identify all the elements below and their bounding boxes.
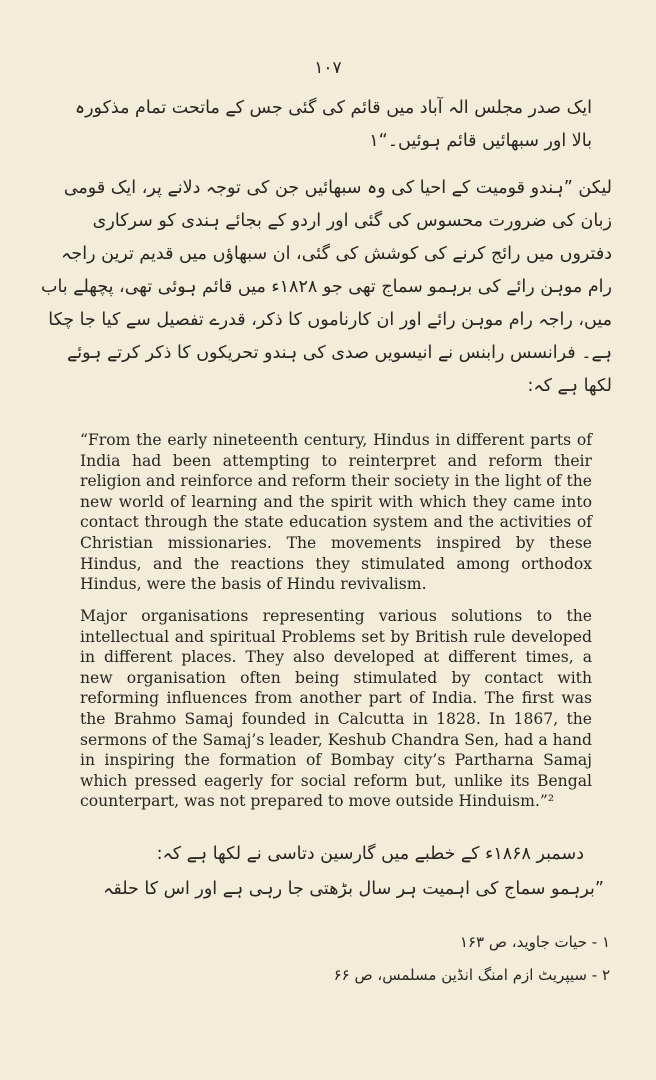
urdu-paragraph-2: لیکن ”ہندو قومیت کے احیا کی وہ سبھائیں جن کی توجہ دلانے پر، ایک قومی زبان کی ضرورت محسوس کی گئی اور اردو کے بجائے ہندی کو سرکاری دفتروں میں رائج کرنے کی کوشش کی گئی، ان سبھاؤں میں قدیم ترین راجہ رام موہن رائے کی برہمو سماج تھی جو ۱۸۲۸ء میں قائم ہوئی تھی، پچھلے باب میں، راجہ رام موہن رائے اور ان کارناموں کا ذکر، قدرے تفصیل سے کیا جا چکا ہے۔ فرانسس رابنس نے انیسویں صدی کی ہندو تحریکوں کا ذکر کرتے ہوئے لکھا ہے کہ: [40, 178, 612, 396]
urdu-paragraph-3: دسمبر ۱۸۶۸ء کے خطبے میں گارسین دتاسی نے لکھا ہے کہ: [156, 844, 584, 864]
footnote-2: ۲ - سیپریٹ ازم امنگ انڈین مسلمس، ص ۶۶ [333, 966, 610, 984]
page-number: ۱۰۷ [314, 58, 342, 78]
footnote-divider [66, 916, 592, 917]
english-quote-paragraph-1 [80, 430, 592, 595]
footnote-1: ۱ - حیات جاوید، ص ۱۶۳ [459, 933, 610, 951]
urdu-paragraph-4: ”برہمو سماج کی اہمیت ہر سال بڑھتی جا رہی ہے اور اس کا حلقہ [103, 879, 604, 899]
urdu-paragraph-1: ایک صدر مجلس الہ آباد میں قائم کی گئی جس کے ماتحت تمام مذکورہ بالا اور سبھائیں قائم ہوئیں۔“۱ [74, 98, 592, 151]
quote-text-2: Major organisations representing various solutions to the intellectual and spiritual Problems set by British rule developed in different places. They also developed at different times, a new organisation often being stimulated by contact with reforming influences from another part of India. The first was the Brahmo Samaj founded in Calcutta in 1828. In 1867, the sermons of the Samaj’s leader, Keshub Chandra Sen, had a hand in inspiring the formation of Bombay city’s Partharna Samaj which pressed eagerly for social reform but, unlike its Bengal counterpart, was not prepared to move outside Hinduism.”² [80, 607, 592, 811]
quote-text-1: “From the early nineteenth century, Hindus in different parts of India had been attempting to reinterpret and reform their religion and reinforce and reform their society in the light of the new world of learning and the spirit with which they came into contact through the state education system and the activities of Christian missionaries. The movements inspired by these Hindus, and the reactions they stimulated among orthodox Hindus, were the basis of Hindu revivalism. [80, 431, 592, 594]
english-quote-paragraph-2 [80, 606, 592, 812]
